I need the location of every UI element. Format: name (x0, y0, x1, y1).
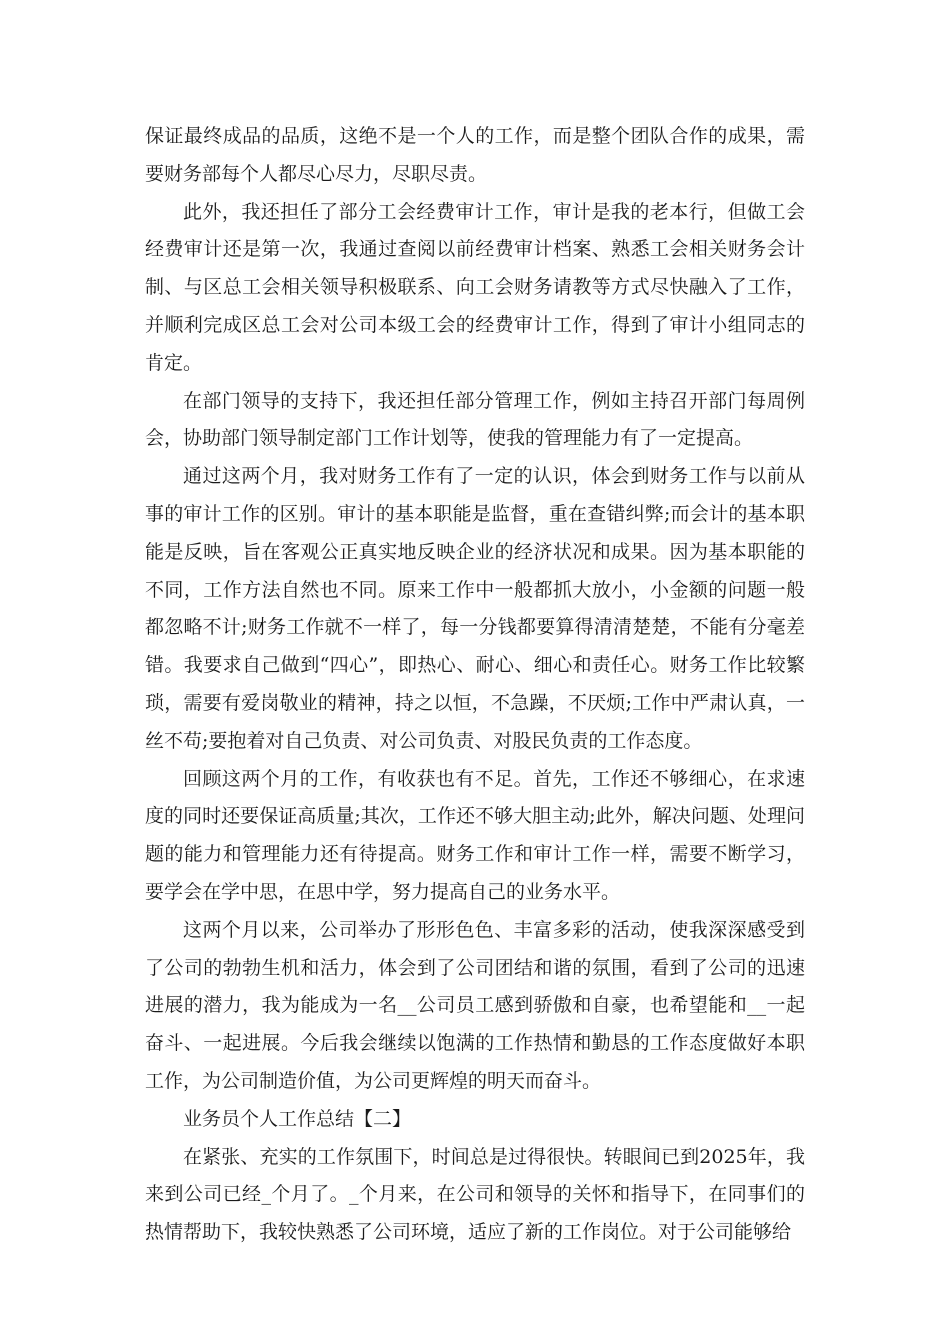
paragraph-4: 通过这两个月，我对财务工作有了一定的认识，体会到财务工作与以前从事的审计工作的区别。审计的基本职能是监督，重在查错纠弊;而会计的基本职能是反映，旨在客观公正真实地反映企业的经济状况和成果。因为基本职能的不同，工作方法自然也不同。原来工作中一般都抓大放小，小金额的问题一般都忽略不计;财务工作就不一样了，每一分钱都要算得清清楚楚，不能有分毫差错。我要求自己做到“四心”，即热心、耐心、细心和责任心。财务工作比较繁琐，需要有爱岗敬业的精神，持之以恒，不急躁，不厌烦;工作中严肃认真，一丝不苟;要抱着对自己负责、对公司负责、对股民负责的工作态度。 (145, 465, 805, 752)
paragraph-7: 在紧张、充实的工作氛围下，时间总是过得很快。转眼间已到2025年，我来到公司已经_个月了。_个月来，在公司和领导的关怀和指导下，在同事们的热情帮助下，我较快熟悉了公司环境，适应了新的工作岗位。对于公司能够给 (145, 1145, 805, 1244)
section-heading: 业务员个人工作总结【二】 (183, 1107, 412, 1130)
paragraph-5: 回顾这两个月的工作，有收获也有不足。首先，工作还不够细心，在求速度的同时还要保证高质量;其次，工作还不够大胆主动;此外，解决问题、处理问题的能力和管理能力还有待提高。财务工作和审计工作一样，需要不断学习，要学会在学中思，在思中学，努力提高自己的业务水平。 (145, 767, 805, 903)
paragraph-6: 这两个月以来，公司举办了形形色色、丰富多彩的活动，使我深深感受到了公司的勃勃生机和活力，体会到了公司团结和谐的氛围，看到了公司的迅速进展的潜力，我为能成为一名__公司员工感到骄傲和自豪，也希望能和__一起奋斗、一起进展。今后我会继续以饱满的工作热情和勤恳的工作态度做好本职工作，为公司制造价值，为公司更辉煌的明天而奋斗。 (145, 918, 805, 1092)
document-body (145, 118, 805, 1252)
paragraph-2: 此外，我还担任了部分工会经费审计工作，审计是我的老本行，但做工会经费审计还是第一次，我通过查阅以前经费审计档案、熟悉工会相关财务会计制、与区总工会相关领导积极联系、向工会财务请教等方式尽快融入了工作，并顺利完成区总工会对公司本级工会的经费审计工作，得到了审计小组同志的肯定。 (145, 200, 805, 374)
paragraph-3: 在部门领导的支持下，我还担任部分管理工作，例如主持召开部门每周例会，协助部门领导制定部门工作计划等，使我的管理能力有了一定提高。 (145, 389, 805, 450)
paragraph-1: 保证最终成品的品质，这绝不是一个人的工作，而是整个团队合作的成果，需要财务部每个人都尽心尽力，尽职尽责。 (145, 125, 805, 185)
